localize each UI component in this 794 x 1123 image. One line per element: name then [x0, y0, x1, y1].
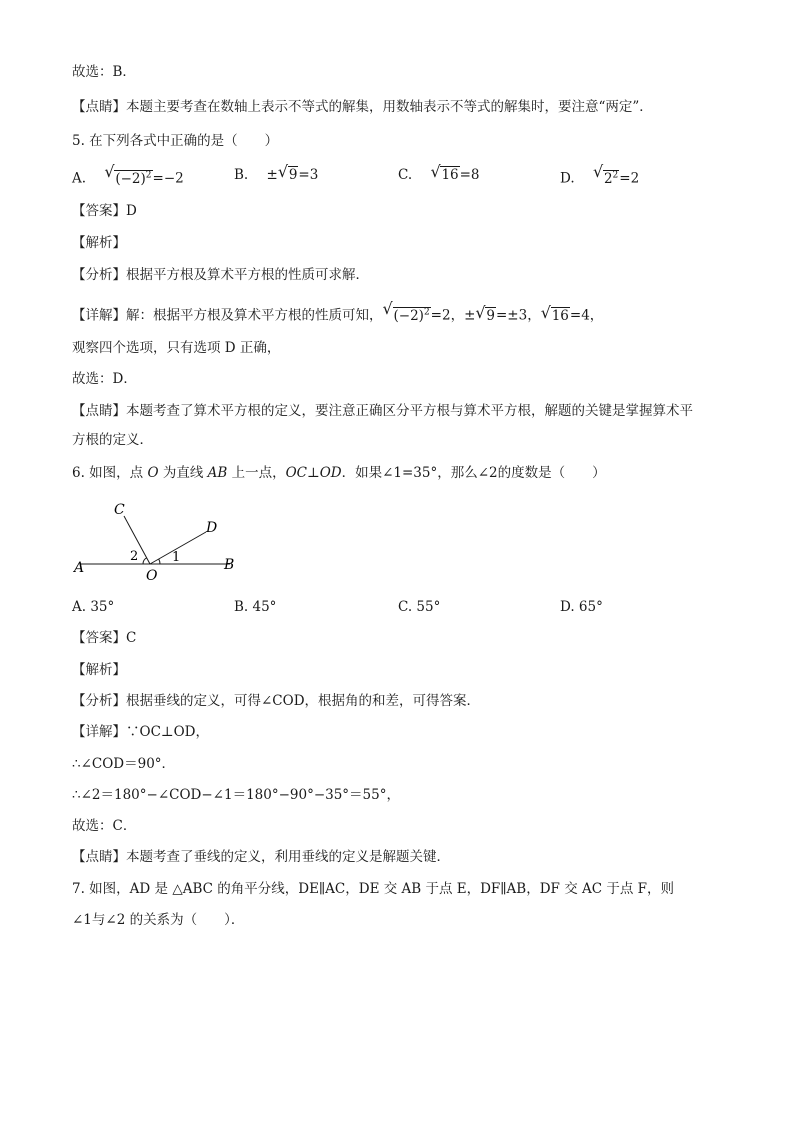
- q6-option-a: A. 35°: [72, 599, 115, 615]
- answer-line-b: 故选：B．: [72, 64, 136, 80]
- sqrt-symbol: √ 9: [475, 302, 495, 324]
- sqrt-symbol: √ 9: [277, 162, 298, 183]
- sqrt-symbol: √ 16: [430, 162, 459, 183]
- label-c: C: [114, 502, 125, 518]
- q5-comment-2: 方根的定义．: [72, 432, 153, 448]
- q5-detail: 【详解】解：根据平方根及算术平方根的性质可知， √ $(-2)^2=2$，± √ 9=±3， √ 16=4，: [72, 299, 604, 324]
- sqrt-symbol: √ $(-2)^2$: [104, 162, 152, 187]
- q5-observe: 观察四个选项，只有选项 D 正确，: [72, 340, 281, 356]
- q5-comment-1: 【点睛】本题考查了算术平方根的定义，要注意正确区分平方根与算术平方根，解题的关键是掌握算术平: [72, 403, 693, 419]
- label-b: B: [224, 557, 235, 573]
- option-a: A. √ $(-2)^2=-2$: [72, 164, 184, 190]
- option-c: C. √ 16=8: [398, 164, 480, 186]
- question-7-line-2: ∠1与∠2 的关系为（ ）．: [72, 912, 245, 928]
- question-6-title: 6. 如图，点 O 为直线 AB 上一点，OC⊥OD．如果∠1=35°，那么∠2的度数是（ ）: [72, 465, 606, 481]
- q6-answer: 【答案】C: [72, 630, 137, 646]
- q6-fenxi: 【分析】根据垂线的定义，可得∠COD，根据角的和差，可得答案．: [72, 693, 481, 709]
- label-angle-2: 2: [130, 549, 139, 564]
- q5-answer: 【答案】D: [72, 203, 137, 219]
- question-5-options: [72, 164, 732, 188]
- q6-step-1: ∴∠COD＝90°．: [72, 756, 176, 772]
- label-d: D: [206, 520, 218, 536]
- angle-1-arc: [159, 559, 160, 564]
- q5-analysis-head: 【解析】: [72, 235, 126, 251]
- q6-detail: 【详解】∵OC⊥OD，: [72, 724, 209, 740]
- sqrt-symbol: √ 16: [540, 302, 569, 324]
- label-o: O: [146, 568, 158, 584]
- comment-line-q4: 【点睛】本题主要考查在数轴上表示不等式的解集，用数轴表示不等式的解集时，要注意“两定”．: [72, 99, 653, 115]
- q6-option-d: D. 65°: [560, 599, 603, 615]
- sqrt-symbol: √ $(-2)^2$: [382, 299, 430, 324]
- q6-comment: 【点睛】本题考查了垂线的定义，利用垂线的定义是解题关键．: [72, 849, 450, 865]
- q6-step-2: ∴∠2＝180°−∠COD−∠1＝180°−90°−35°＝55°，: [72, 787, 400, 803]
- q6-option-c: C. 55°: [398, 599, 441, 615]
- option-b: B. ± √ 9=3: [234, 164, 318, 186]
- question-6-options: [72, 596, 732, 620]
- q6-choice: 故选：C．: [72, 818, 137, 834]
- q5-choice: 故选：D．: [72, 371, 137, 387]
- q6-option-b: B. 45°: [234, 599, 277, 615]
- question-7-line-1: 7. 如图，AD 是 △ABC 的角平分线，DE∥AC，DE 交 AB 于点 E，DF∥AB，DF 交 AC 于点 F，则: [72, 881, 675, 897]
- option-d: D. √ $2^2=2$: [560, 164, 639, 190]
- label-angle-1: 1: [172, 550, 181, 565]
- question-5-title: 5. 在下列各式中正确的是（ ）: [72, 133, 279, 149]
- q5-fenxi: 【分析】根据平方根及算术平方根的性质可求解．: [72, 267, 369, 283]
- sqrt-symbol: √ $2^2$: [592, 162, 619, 187]
- angle-figure: [72, 494, 252, 590]
- angle-2-arc: [143, 558, 147, 564]
- q6-analysis-head: 【解析】: [72, 662, 126, 678]
- label-a: A: [74, 560, 85, 576]
